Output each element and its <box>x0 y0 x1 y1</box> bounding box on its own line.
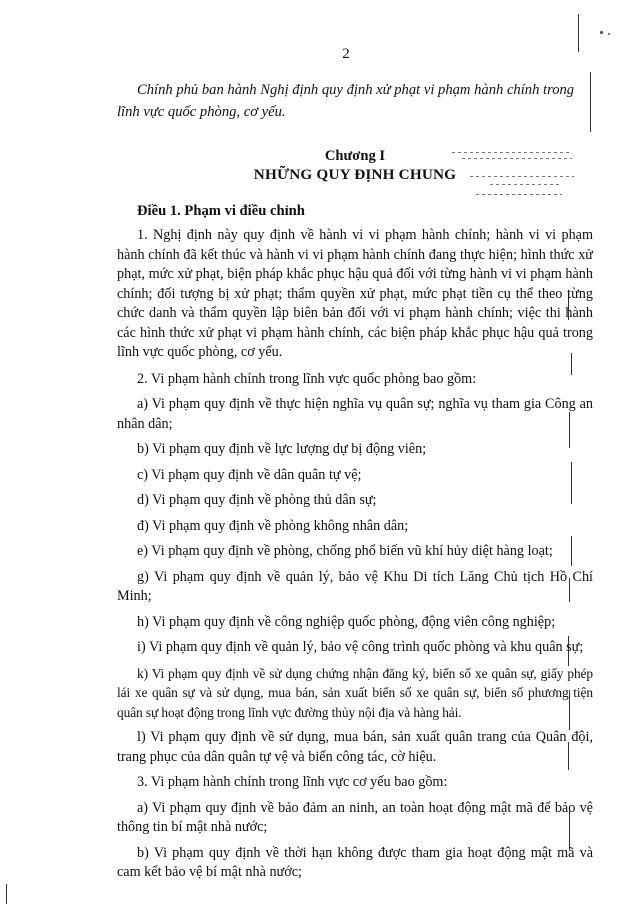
paragraph: a) Vi phạm quy định về thực hiện nghĩa vụ quân sự; nghĩa vụ tham gia Công an nhân dân; <box>117 396 593 432</box>
scan-artifact-line <box>6 884 7 904</box>
paragraph: 1. Nghị định này quy định về hành vi vi phạm hành chính; hành vi vi phạm hành chính đã kết thúc và hành vi vi phạm hành chính đang thực hiện; hình thức xử phạt, mức xử phạt, biện pháp khắc phục hậu quả đối với từng hành vi vi phạm hành chính; đối tượng bị xử phạt; thẩm quyền xử phạt, mức phạt tiền cụ thể theo từng chức danh và thẩm quyền lập biên bản đối với vi phạm hành chính; việc thi hành các hình thức xử phạt vi phạm hành chính, các biện pháp khắc phục hậu quả trong lĩnh vực quốc phòng, cơ yếu. <box>117 227 593 360</box>
article-body <box>117 226 593 889</box>
paragraph: e) Vi phạm quy định về phòng, chống phổ biến vũ khí hủy diệt hàng loạt; <box>137 543 553 559</box>
chapter-title: NHỮNG QUY ĐỊNH CHUNG <box>253 166 457 183</box>
chapter-number: Chương I <box>324 148 386 164</box>
paragraph: b) Vi phạm quy định về lực lượng dự bị động viên; <box>137 441 427 457</box>
paragraph: 3. Vi phạm hành chính trong lĩnh vực cơ yếu bao gồm: <box>137 774 448 790</box>
scan-artifact-smudge <box>490 184 560 185</box>
paragraph: đ) Vi phạm quy định về phòng không nhân dân; <box>137 517 409 534</box>
paragraph: l) Vi phạm quy định về sử dụng, mua bán, sản xuất quân trang của Quân đội, trang phục của dân quân tự vệ và biển công tác, cờ hiệu. <box>117 729 593 765</box>
scan-artifact-smudge <box>476 194 562 195</box>
paragraph: i) Vi phạm quy định về quản lý, bảo vệ công trình quốc phòng và khu quân sự; <box>137 639 584 655</box>
paragraph: a) Vi phạm quy định về bảo đảm an ninh, an toàn hoạt động mật mã để bảo vệ thông tin bí mật nhà nước; <box>117 799 593 835</box>
preamble-text: Chính phủ ban hành Nghị định quy định xử phạt vi phạm hành chính trong lĩnh vực quốc phòng, cơ yếu. <box>117 82 575 120</box>
paragraph: d) Vi phạm quy định về phòng thủ dân sự; <box>137 492 377 508</box>
paragraph: h) Vi phạm quy định về công nghiệp quốc phòng, động viên công nghiệp; <box>137 613 556 630</box>
article-title: Điều 1. Phạm vi điều chỉnh <box>137 203 305 219</box>
paragraph: k) Vi phạm quy định về sử dụng chứng nhận đăng ký, biển số xe quân sự, giấy phép lái xe quân sự và sử dụng, mua bán, sản xuất biển số xe quân sự, biển số phương tiện quân sự hoạt động trong lĩnh vực đường thủy nội địa và hàng hải. <box>117 665 593 720</box>
paragraph: g) Vi phạm quy định về quản lý, bảo vệ Khu Di tích Lăng Chủ tịch Hồ Chí Minh; <box>117 568 593 604</box>
preamble <box>117 79 593 123</box>
paragraph: b) Vi phạm quy định về thời hạn không được tham gia hoạt động mật mã và cam kết bảo vệ bí mật nhà nước; <box>117 844 593 880</box>
paragraph: 2. Vi phạm hành chính trong lĩnh vực quốc phòng bao gồm: <box>137 370 477 387</box>
scan-artifact-speck <box>608 33 610 35</box>
paragraph: c) Vi phạm quy định về dân quân tự vệ; <box>137 466 362 483</box>
scan-artifact-speck <box>600 31 603 34</box>
page-number: 2 <box>342 46 350 62</box>
